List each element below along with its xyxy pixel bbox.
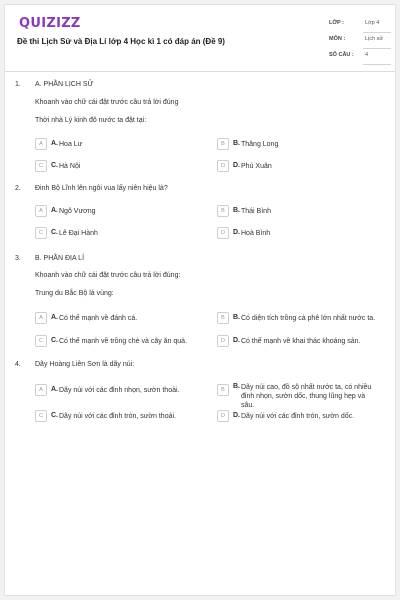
answer-option-c[interactable] xyxy=(35,335,210,347)
option-text: Dãy núi cao, đồ sộ nhất nước ta, có nhiều đỉnh nhọn, sườn dốc, thung lũng hẹp và sâu. xyxy=(241,384,372,409)
worksheet-meta xyxy=(329,17,391,65)
meta-value: Lịch sử xyxy=(365,36,384,42)
document-title: Đề thi Lịch Sử và Địa Lí lớp 4 Học kì 1 có đáp án (Đề 9) xyxy=(17,37,225,46)
option-letter: A. xyxy=(51,207,58,214)
option-text: Dãy núi với các đỉnh tròn, sườn thoải. xyxy=(59,413,176,420)
option-checkbox[interactable]: A xyxy=(35,384,47,396)
question-number: 3. xyxy=(15,255,21,262)
option-letter: D. xyxy=(233,162,240,169)
meta-label: LỚP : xyxy=(329,20,344,26)
answer-option-b[interactable] xyxy=(217,205,387,217)
option-letter: C. xyxy=(51,412,58,419)
meta-label: MÔN : xyxy=(329,36,346,42)
option-letter: C. xyxy=(51,162,58,169)
section-heading: A. PHẦN LỊCH SỬ xyxy=(35,81,94,88)
answer-option-d[interactable] xyxy=(217,335,392,347)
option-checkbox[interactable]: B xyxy=(217,384,229,396)
question-4 xyxy=(5,361,396,431)
option-text: Dãy núi với các đỉnh tròn, sườn dốc. xyxy=(241,413,355,420)
option-checkbox[interactable]: B xyxy=(217,205,229,217)
option-letter: A. xyxy=(51,386,58,393)
option-checkbox[interactable]: D xyxy=(217,335,229,347)
quizizz-logo: QUIZIZZ xyxy=(19,16,81,31)
question-1 xyxy=(5,81,396,181)
option-checkbox[interactable]: C xyxy=(35,410,47,422)
answer-option-a[interactable] xyxy=(35,384,210,396)
option-text: Có thế mạnh về trồng chè và cây ăn quả. xyxy=(59,338,188,345)
answer-option-d[interactable] xyxy=(217,227,387,239)
answer-option-c[interactable] xyxy=(35,410,210,422)
option-checkbox[interactable]: C xyxy=(35,160,47,172)
option-checkbox[interactable]: D xyxy=(217,160,229,172)
option-letter: D. xyxy=(233,229,240,236)
question-2 xyxy=(5,185,396,249)
option-text: Có thế mạnh về khai thác khoáng sản. xyxy=(241,338,361,345)
meta-row-subject xyxy=(329,33,391,49)
option-text: Có diện tích trồng cà phê lớn nhất nước ta. xyxy=(241,315,376,322)
question-text: Dãy Hoàng Liên Sơn là dãy núi: xyxy=(35,361,135,368)
option-checkbox[interactable]: A xyxy=(35,205,47,217)
option-checkbox[interactable]: C xyxy=(35,335,47,347)
meta-underline xyxy=(363,64,391,65)
meta-value: Lớp 4 xyxy=(365,20,380,26)
option-letter: D. xyxy=(233,412,240,419)
option-text: Lê Đại Hành xyxy=(59,230,98,237)
question-text: Đinh Bộ Lĩnh lên ngôi vua lấy niên hiệu là? xyxy=(35,185,168,192)
option-letter: B. xyxy=(233,207,240,214)
option-letter: D. xyxy=(233,337,240,344)
option-checkbox[interactable]: D xyxy=(217,227,229,239)
option-checkbox[interactable]: B xyxy=(217,138,229,150)
answer-option-b[interactable] xyxy=(217,138,387,150)
answer-option-a[interactable] xyxy=(35,312,210,324)
answer-option-d[interactable] xyxy=(217,160,387,172)
question-number: 4. xyxy=(15,361,21,368)
option-letter: B. xyxy=(233,140,240,147)
option-text: Ngô Vương xyxy=(59,208,96,215)
question-text: Trung du Bắc Bộ là vùng: xyxy=(35,290,114,297)
option-text: Phú Xuân xyxy=(241,163,272,170)
worksheet-header xyxy=(5,5,395,72)
option-letter: B. xyxy=(233,383,240,390)
question-number: 2. xyxy=(15,185,21,192)
option-letter: A. xyxy=(51,140,58,147)
answer-option-a[interactable] xyxy=(35,205,195,217)
question-3 xyxy=(5,255,396,355)
option-text: Dãy núi với các đỉnh nhọn, sườn thoải. xyxy=(59,387,180,394)
instruction-text: Khoanh vào chữ cái đặt trước câu trả lời đúng xyxy=(35,99,179,106)
meta-row-class xyxy=(329,17,391,33)
option-letter: C. xyxy=(51,337,58,344)
question-text: Thời nhà Lý kinh đô nước ta đặt tại: xyxy=(35,117,147,124)
meta-value: 4 xyxy=(365,52,369,58)
answer-option-c[interactable] xyxy=(35,227,195,239)
option-checkbox[interactable]: D xyxy=(217,410,229,422)
question-number: 1. xyxy=(15,81,21,88)
answer-option-b[interactable] xyxy=(217,312,392,324)
answer-option-d[interactable] xyxy=(217,410,392,422)
option-text: Hoa Lư xyxy=(59,141,83,148)
option-letter: C. xyxy=(51,229,58,236)
meta-label: SỐ CÂU : xyxy=(329,52,354,58)
answer-option-a[interactable] xyxy=(35,138,195,150)
section-heading: B. PHẦN ĐỊA LÍ xyxy=(35,255,85,262)
option-text: Hoà Bình xyxy=(241,230,271,237)
instruction-text: Khoanh vào chữ cái đặt trước câu trả lời đúng: xyxy=(35,272,181,279)
option-checkbox[interactable]: A xyxy=(35,138,47,150)
option-text: Thái Bình xyxy=(241,208,271,215)
option-checkbox[interactable]: C xyxy=(35,227,47,239)
option-checkbox[interactable]: B xyxy=(217,312,229,324)
option-letter: A. xyxy=(51,314,58,321)
option-text: Có thế mạnh về đánh cá. xyxy=(59,315,138,322)
answer-option-c[interactable] xyxy=(35,160,195,172)
option-checkbox[interactable]: A xyxy=(35,312,47,324)
answer-option-b[interactable] xyxy=(217,383,392,409)
option-letter: B. xyxy=(233,314,240,321)
option-text: Hà Nội xyxy=(59,163,81,170)
meta-row-question-count xyxy=(329,49,391,65)
option-text: Thăng Long xyxy=(241,141,279,148)
worksheet-page xyxy=(4,4,396,596)
